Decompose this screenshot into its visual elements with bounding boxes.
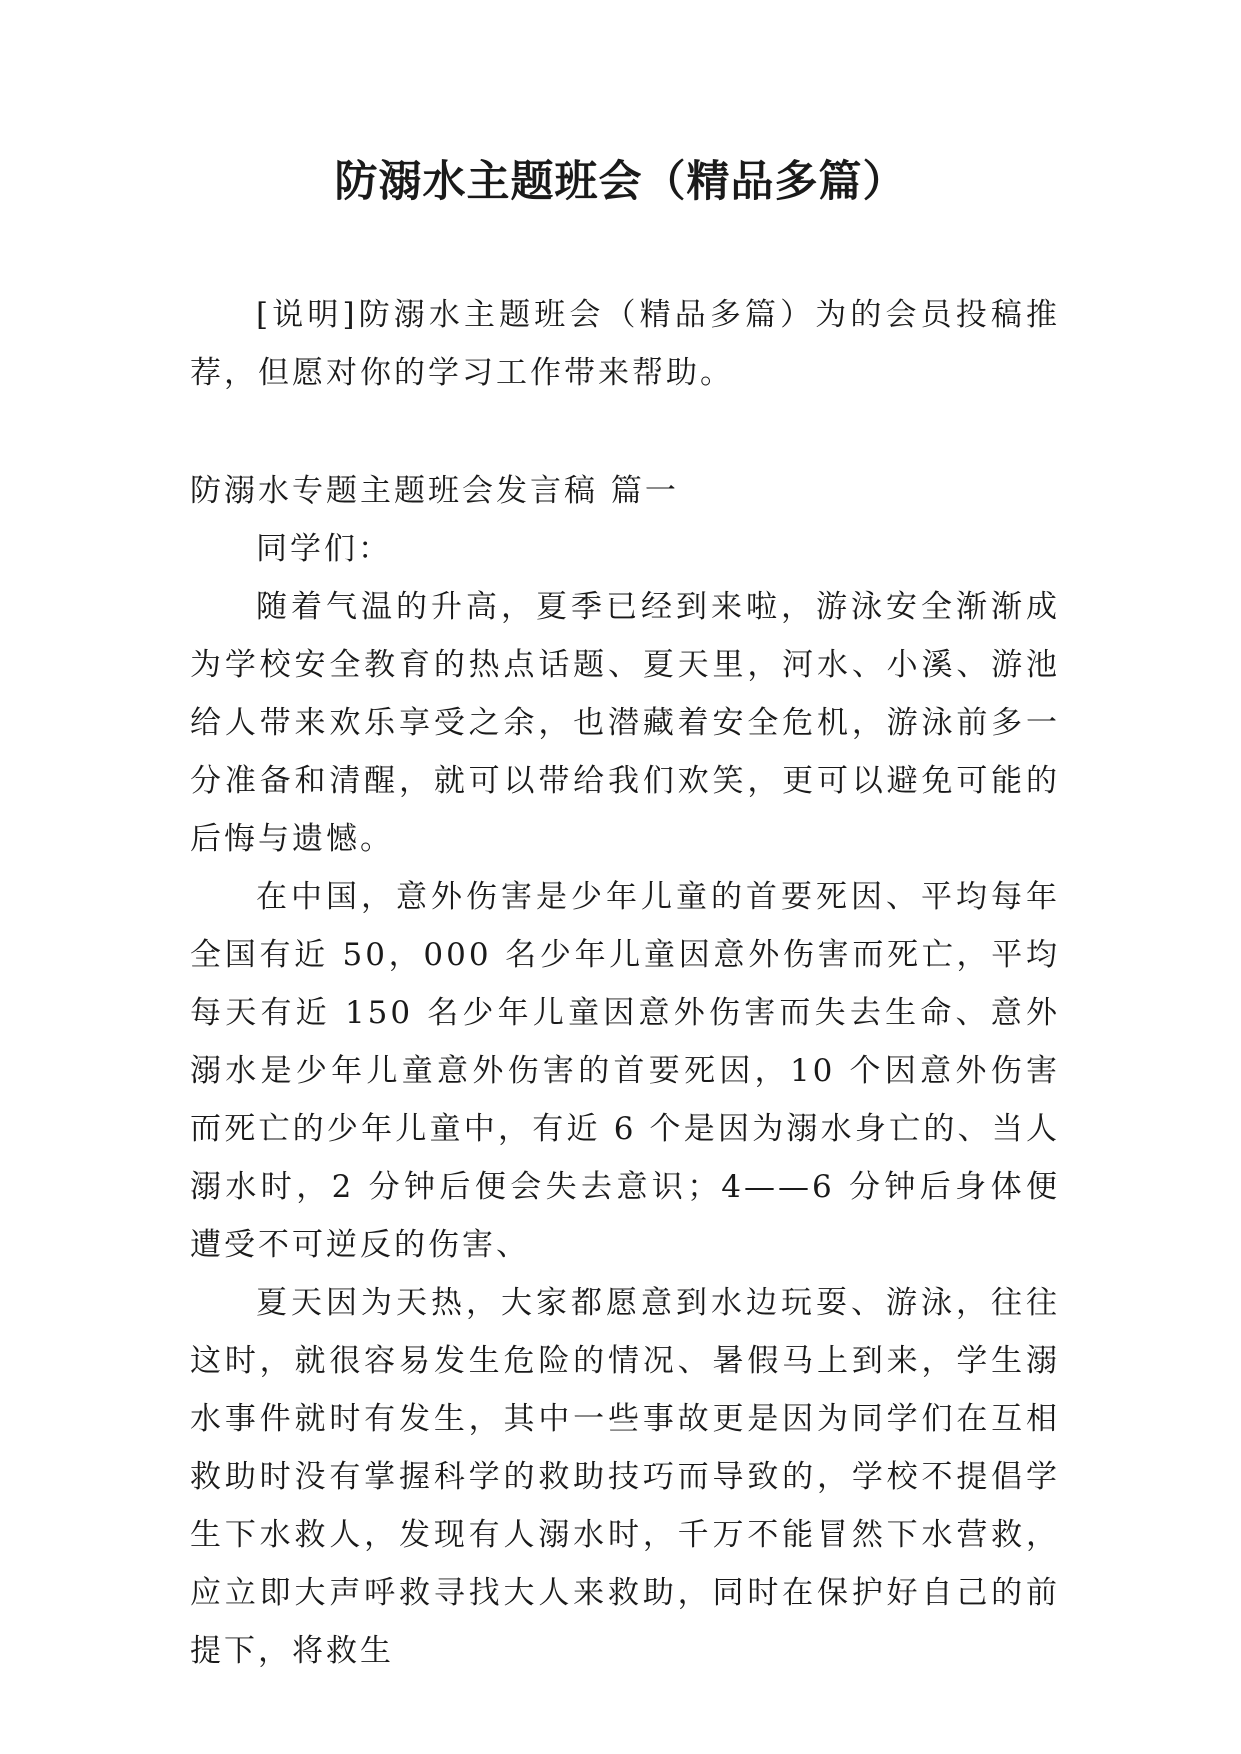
document-title: 防溺水主题班会（精品多篇） (334, 157, 907, 207)
document-body (190, 578, 1060, 1680)
body-paragraph: 夏天因为天热，大家都愿意到水边玩耍、游泳，往往这时，就很容易发生危险的情况、暑假马上到来，学生溺水事件就时有发生，其中一些事故更是因为同学们在互相救助时没有掌握科学的救助技巧而导致的，学校不提倡学生下水救人，发现有人溺水时，千万不能冒然下水营救，应立即大声呼救寻找大人来救助，同时在保护好自己的前提下，将救生 (190, 1285, 1060, 1669)
document-note: [说明]防溺水主题班会（精品多篇）为的会员投稿推荐，但愿对你的学习工作带来帮助。 (190, 297, 1060, 391)
body-paragraph: 在中国，意外伤害是少年儿童的首要死因、平均每年全国有近 50，000 名少年儿童因意外伤害而死亡，平均每天有近 150 名少年儿童因意外伤害而失去生命、意外溺水是少年儿童意外伤害的首要死因，10 个因意外伤害而死亡的少年儿童中，有近 6 个是因为溺水身亡的、当人溺水时，2 分钟后便会失去意识；4——6 分钟后身体便遭受不可逆反的伤害、 (190, 879, 1060, 1263)
body-paragraph: 随着气温的升高，夏季已经到来啦，游泳安全渐渐成为学校安全教育的热点话题、夏天里，河水、小溪、游池给人带来欢乐享受之余，也潜藏着安全危机，游泳前多一分准备和清醒，就可以带给我们欢笑，更可以避免可能的后悔与遗憾。 (190, 589, 1060, 857)
greeting: 同学们： (256, 531, 392, 567)
section-title: 防溺水专题主题班会发言稿 篇一 (190, 473, 679, 509)
